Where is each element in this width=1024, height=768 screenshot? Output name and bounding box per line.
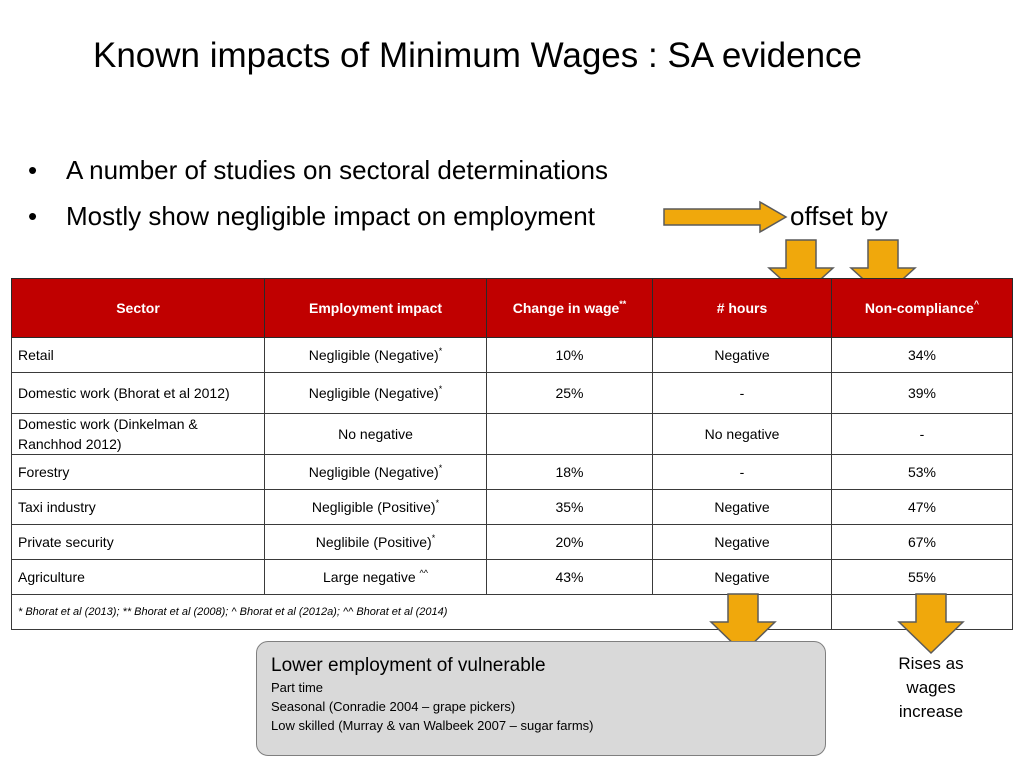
slide-title: Known impacts of Minimum Wages : SA evidence (93, 36, 863, 75)
cell-noncompliance: 39% (832, 373, 1013, 414)
table-row (12, 338, 1013, 373)
cell-noncompliance: 34% (832, 338, 1013, 373)
cell-wage: 43% (487, 560, 653, 595)
cell-note: * (438, 384, 443, 394)
table-row (12, 490, 1013, 525)
cell-sector: Retail (12, 338, 265, 373)
cell-impact: Negligible (Positive)* (265, 490, 487, 525)
cell-sector: Forestry (12, 455, 265, 490)
cell-impact: Large negative ^^ (265, 560, 487, 595)
cell-impact: Neglibile (Positive)* (265, 525, 487, 560)
cell-note: ^^ (419, 568, 428, 578)
right-arrow-icon (662, 200, 790, 234)
cell-sector: Domestic work (Bhorat et al 2012) (12, 373, 265, 414)
cell-note: * (438, 346, 443, 356)
cell-hours: No negative (653, 414, 832, 455)
cell-hours: Negative (653, 338, 832, 373)
table-footnote: * Bhorat et al (2013); ** Bhorat et al (2008); ^ Bhorat et al (2012a); ^^ Bhorat et al (2014) (12, 595, 832, 630)
callout-line: Seasonal (Conradie 2004 – grape pickers) (271, 699, 516, 714)
cell-note: * (435, 498, 440, 508)
cell-sector: Private security (12, 525, 265, 560)
cell-noncompliance: - (832, 414, 1013, 455)
header-non-compliance: Non-compliance^ (832, 279, 1013, 338)
cell-sector: Taxi industry (12, 490, 265, 525)
cell-noncompliance: 53% (832, 455, 1013, 490)
cell-hours: - (653, 373, 832, 414)
cell-noncompliance: 55% (832, 560, 1013, 595)
bullet-text: A number of studies on sectoral determinations (66, 155, 608, 185)
cell-noncompliance: 47% (832, 490, 1013, 525)
header-sector: Sector (12, 279, 265, 338)
cell-impact: Negligible (Negative)* (265, 455, 487, 490)
sa-evidence-table (11, 278, 1013, 630)
header-note: ^ (973, 299, 980, 309)
callout-heading: Lower employment of vulnerable (271, 655, 546, 676)
cell-hours: Negative (653, 490, 832, 525)
table-row (12, 455, 1013, 490)
rises-as-wages-increase-note (880, 652, 982, 724)
table-row (12, 414, 1013, 455)
cell-hours: Negative (653, 525, 832, 560)
rises-line: wages (906, 678, 956, 697)
bullet-marker: • (28, 155, 38, 185)
table-row (12, 373, 1013, 414)
cell-wage: 20% (487, 525, 653, 560)
rises-line: Rises as (898, 654, 964, 673)
cell-impact: Negligible (Negative)* (265, 373, 487, 414)
header-hours: # hours (653, 279, 832, 338)
table-footnote-row (12, 595, 1013, 630)
bullet-text: Mostly show negligible impact on employment (66, 201, 595, 231)
table-row (12, 560, 1013, 595)
header-employment-impact: Employment impact (265, 279, 487, 338)
table-row (12, 525, 1013, 560)
cell-note: * (438, 463, 443, 473)
table-header-row (12, 279, 1013, 338)
cell-sector: Domestic work (Dinkelman & Ranchhod 2012) (12, 414, 265, 455)
cell-sector: Agriculture (12, 560, 265, 595)
cell-hours: Negative (653, 560, 832, 595)
cell-noncompliance: 67% (832, 525, 1013, 560)
cell-wage: 25% (487, 373, 653, 414)
vulnerable-employment-callout (256, 641, 826, 756)
cell-wage: 18% (487, 455, 653, 490)
offset-by-text: offset by (790, 201, 888, 231)
cell-hours: - (653, 455, 832, 490)
bullet-marker: • (28, 201, 38, 231)
cell-note: * (431, 533, 436, 543)
callout-line: Low skilled (Murray & van Walbeek 2007 – sugar farms) (271, 718, 594, 733)
cell-impact: No negative (265, 414, 487, 455)
cell-wage: 35% (487, 490, 653, 525)
callout-line: Part time (271, 680, 324, 695)
cell-impact: Negligible (Negative)* (265, 338, 487, 373)
down-arrow-icon (896, 592, 966, 656)
rises-line: increase (898, 702, 964, 721)
cell-wage: 10% (487, 338, 653, 373)
header-note: ** (619, 299, 627, 309)
cell-wage (487, 414, 653, 455)
header-change-in-wage: Change in wage** (487, 279, 653, 338)
